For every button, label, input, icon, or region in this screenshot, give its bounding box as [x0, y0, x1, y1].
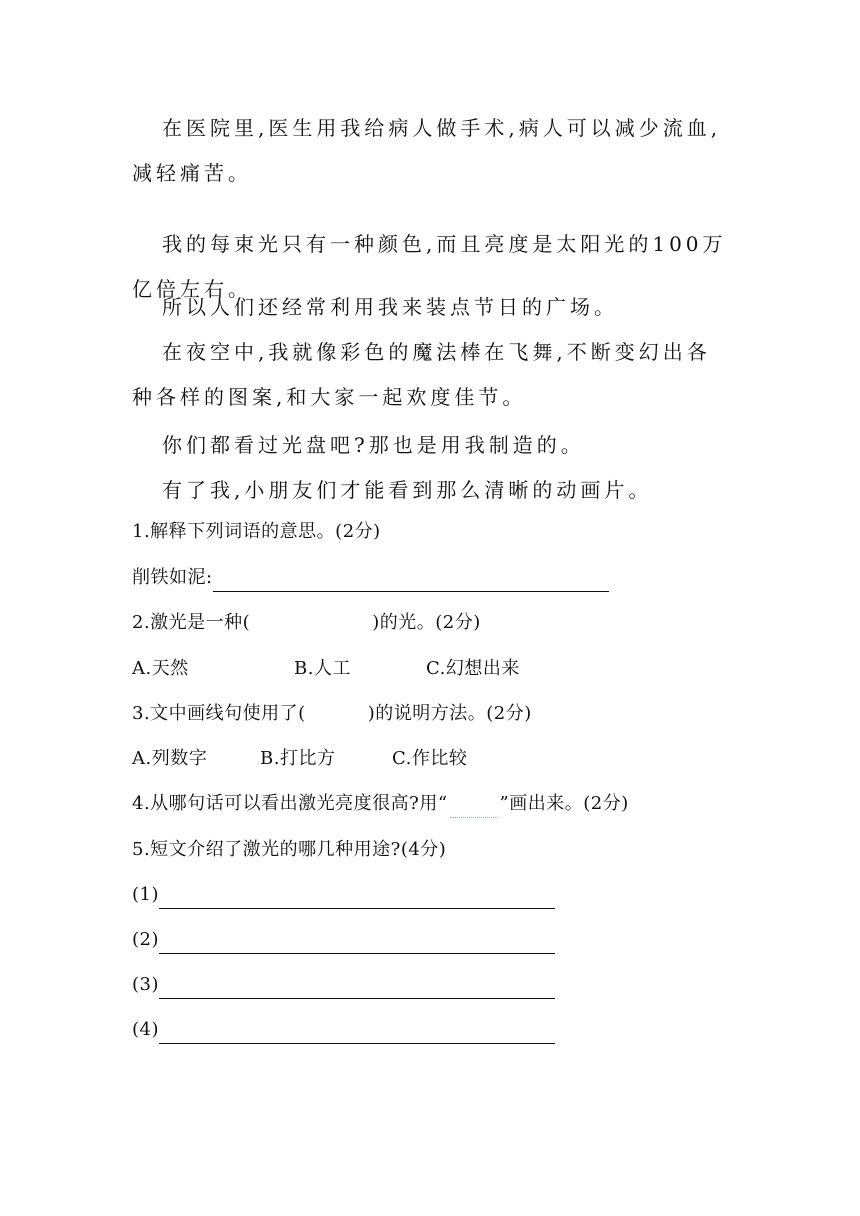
passage-paragraph-2: 我的每束光只有一种颜色,而且亮度是太阳光的100万亿倍左右。 — [132, 232, 727, 301]
answer-line-2[interactable] — [159, 933, 555, 954]
question-3-option-a[interactable]: A.列数字 — [132, 748, 208, 769]
question-5-answer-2 — [132, 926, 555, 954]
answer-line-1[interactable] — [159, 888, 555, 909]
question-2-prefix: 2.激光是一种( — [132, 612, 251, 633]
question-2-option-b[interactable]: B.人工 — [294, 658, 351, 679]
question-5-answer-1 — [132, 881, 555, 909]
question-2-option-c[interactable]: C.幻想出来 — [426, 658, 520, 679]
question-3 — [132, 700, 532, 728]
question-2-option-a[interactable]: A.天然 — [132, 658, 189, 679]
passage-paragraph-1: 在医院里,医生用我给病人做手术,病人可以减少流血,减轻痛苦。 — [132, 116, 722, 185]
question-3-suffix: )的说明方法。(2分) — [367, 703, 532, 724]
passage-paragraph-3: 所以人们还经常利用我来装点节日的广场。 — [162, 295, 618, 319]
answer-label-3: (3) — [132, 974, 159, 995]
answer-line-3[interactable] — [159, 978, 555, 999]
dotted-underline-sample — [450, 799, 498, 818]
question-1-answer-line[interactable] — [213, 571, 609, 592]
question-5-answer-4 — [132, 1016, 555, 1044]
question-2-options — [132, 655, 520, 683]
passage-paragraph-6: 有了我,小朋友们才能看到那么清晰的动画片。 — [162, 478, 653, 502]
question-4 — [132, 790, 629, 818]
passage-paragraph-4: 在夜空中,我就像彩色的魔法棒在飞舞,不断变幻出各种各样的图案,和大家一起欢度佳节。 — [132, 340, 711, 409]
question-1-answer-row — [132, 564, 609, 592]
answer-line-4[interactable] — [159, 1023, 555, 1044]
question-1: 1.解释下列词语的意思。(2分) — [132, 521, 381, 542]
question-3-option-b[interactable]: B.打比方 — [260, 748, 336, 769]
question-3-options — [132, 745, 467, 773]
question-4-suffix: ”画出来。(2分) — [499, 793, 629, 814]
question-5: 5.短文介绍了激光的哪几种用途?(4分) — [132, 839, 447, 860]
question-5-answer-3 — [132, 971, 555, 999]
question-2-suffix: )的光。(2分) — [372, 612, 481, 633]
answer-label-1: (1) — [132, 884, 159, 905]
passage-paragraph-5: 你们都看过光盘吧?那也是用我制造的。 — [162, 433, 585, 457]
question-3-prefix: 3.文中画线句使用了( — [132, 703, 306, 724]
question-2 — [132, 609, 481, 637]
question-4-prefix: 4.从哪句话可以看出激光亮度很高?用“ — [132, 793, 448, 814]
question-1-term: 削铁如泥: — [132, 567, 213, 588]
answer-label-2: (2) — [132, 929, 159, 950]
answer-label-4: (4) — [132, 1019, 159, 1040]
question-3-option-c[interactable]: C.作比较 — [392, 748, 468, 769]
